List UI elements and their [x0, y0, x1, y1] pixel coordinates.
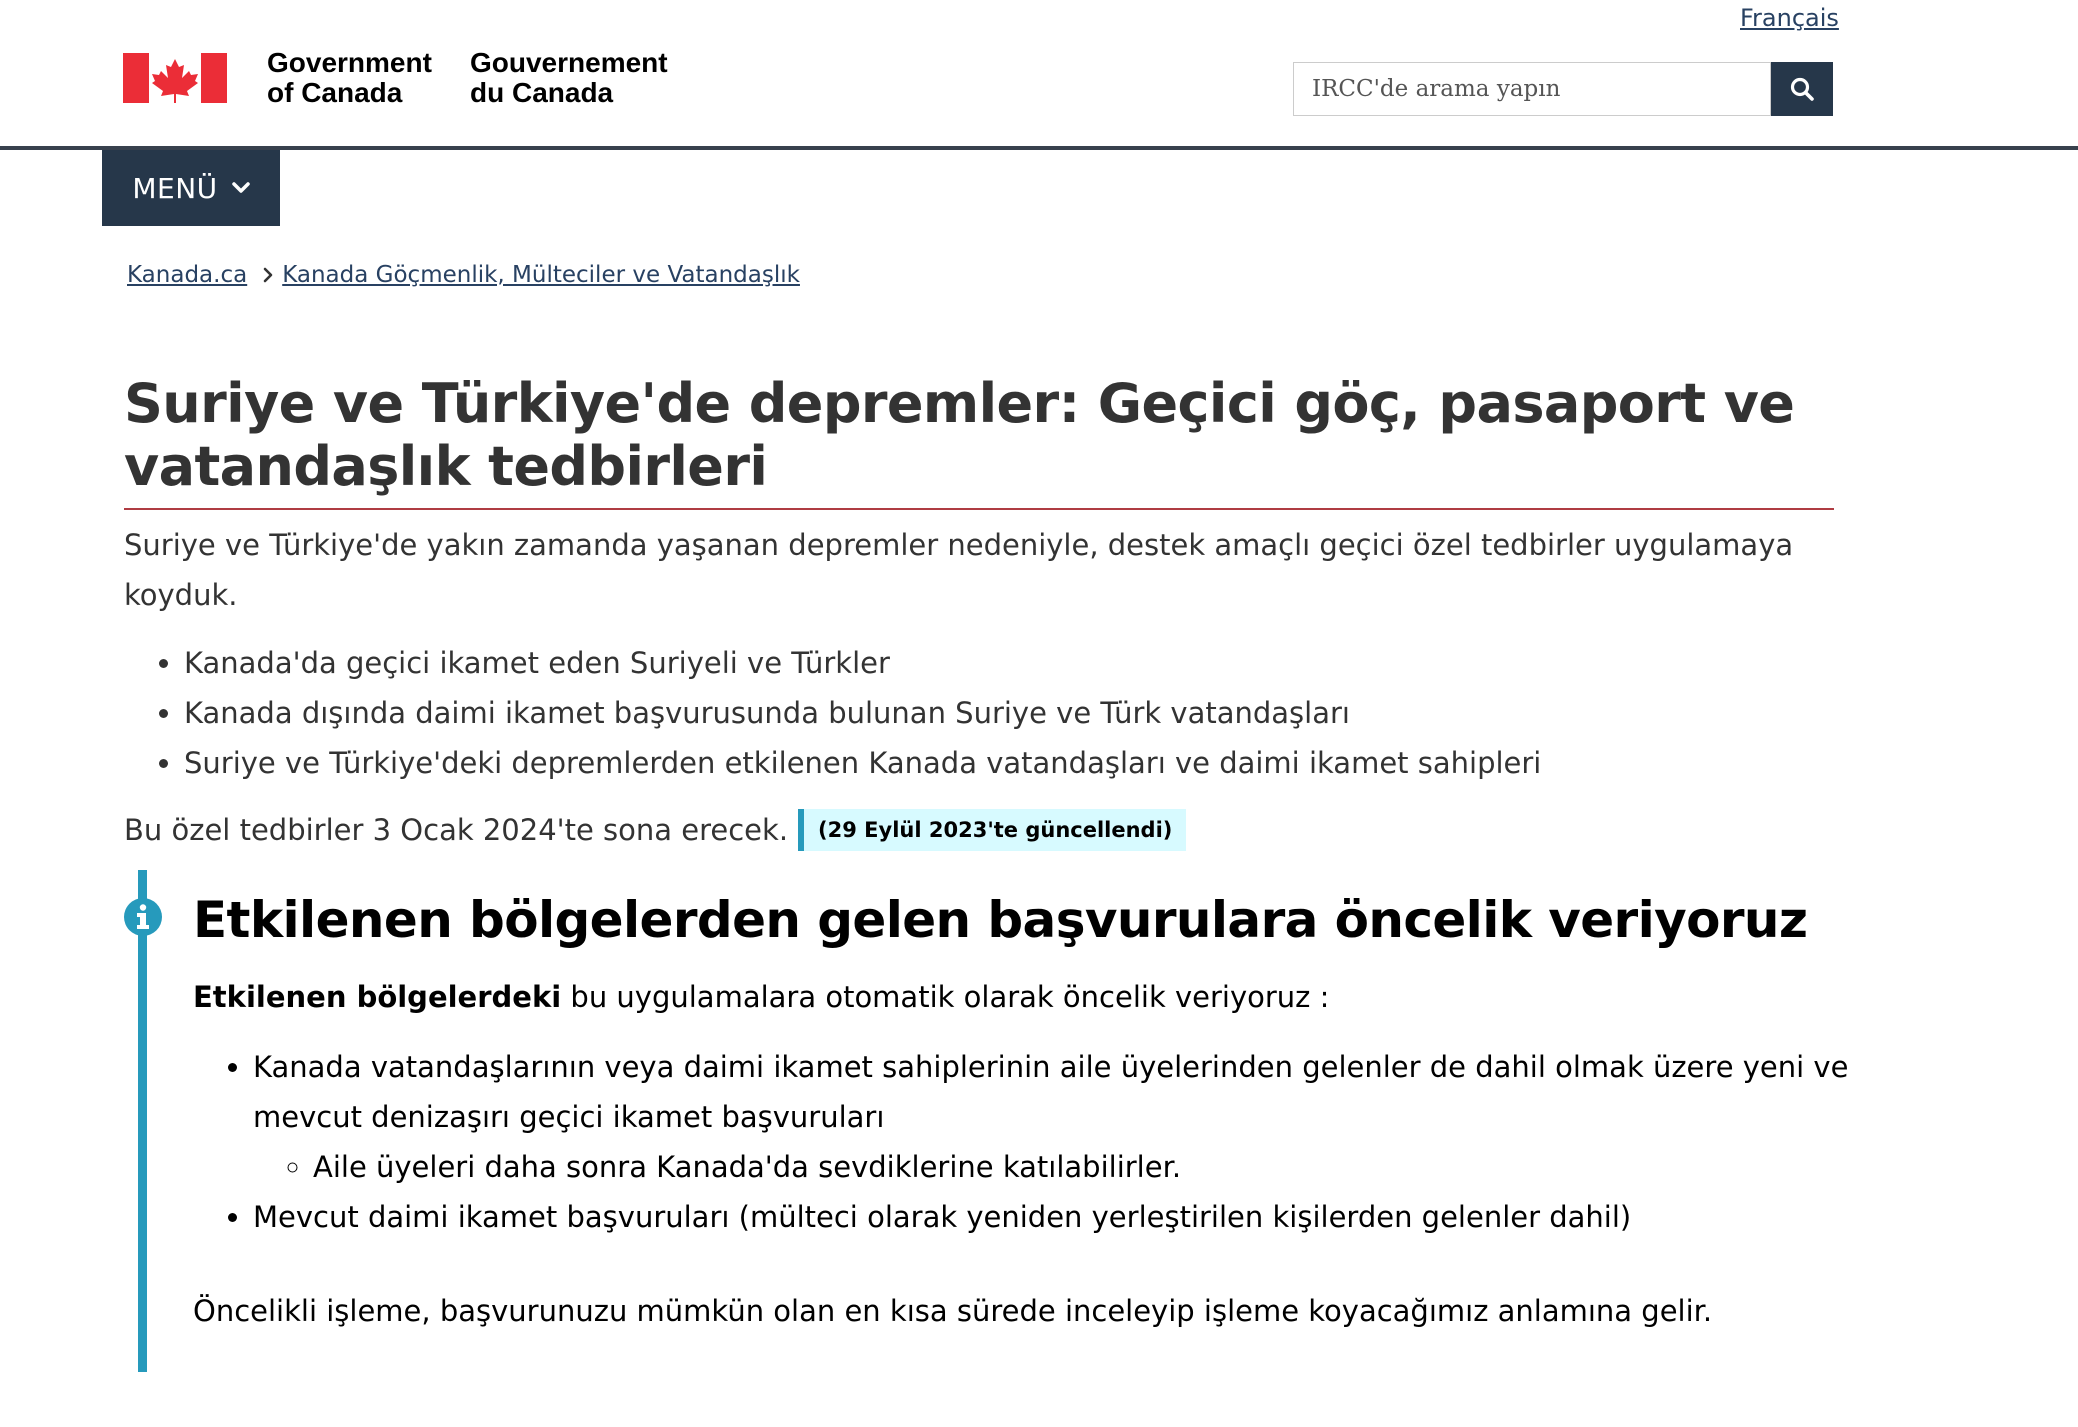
canada-flag-icon	[123, 53, 227, 103]
search-input[interactable]	[1293, 62, 1771, 116]
updated-badge: (29 Eylül 2023'te güncellendi)	[798, 809, 1186, 851]
info-icon	[124, 898, 162, 936]
signature-fr-line-1: Gouvernement	[470, 47, 668, 78]
end-date-notice	[124, 805, 1186, 855]
list-item: • Kanada'da geçici ikamet eden Suriyeli ve Türkler	[184, 638, 1541, 688]
site-search	[1293, 62, 1833, 116]
signature-en-line-1: Government	[267, 47, 432, 78]
alert-lead-paragraph	[193, 972, 1329, 1022]
list-item-text: Kanada vatandaşlarının veya daimi ikamet sahiplerinin aile üyelerinden gelenler de dahil olmak üzere yeni ve mevcut denizaşırı geçici ikamet başvuruları	[253, 1050, 1849, 1134]
search-button[interactable]	[1771, 62, 1833, 116]
menu-label: MENÜ	[132, 171, 218, 205]
alert-lead-text: bu uygulamalara otomatik olarak öncelik veriyoruz :	[561, 980, 1330, 1014]
info-alert-bar	[138, 870, 147, 1372]
alert-lead-bold: Etkilenen bölgelerdeki	[193, 980, 562, 1014]
language-toggle-link[interactable]: Français	[1740, 4, 1839, 32]
list-item: • Kanada dışında daimi ikamet başvurusunda bulunan Suriye ve Türk vatandaşları	[184, 688, 1541, 738]
breadcrumb	[127, 262, 800, 288]
list-item	[253, 1042, 1873, 1192]
list-item: • Suriye ve Türkiye'deki depremlerden etkilenen Kanada vatandaşları ve daimi ikamet sahipleri	[184, 738, 1541, 788]
signature-fr-line-2: du Canada	[470, 77, 614, 108]
signature-en-line-2: of Canada	[267, 77, 403, 108]
chevron-right-icon	[263, 267, 273, 283]
chevron-down-icon	[232, 182, 250, 194]
intro-paragraph: Suriye ve Türkiye'de yakın zamanda yaşanan depremler nedeniyle, destek amaçlı geçici özel tedbirler uygulamaya koyduk.	[124, 528, 1794, 612]
affected-groups-list	[124, 638, 1541, 788]
search-icon	[1789, 76, 1815, 102]
menu-button[interactable]	[102, 150, 280, 226]
alert-heading: Etkilenen bölgelerden gelen başvurulara öncelik veriyoruz	[193, 891, 1808, 949]
alert-footer-paragraph: Öncelikli işleme, başvurunuzu mümkün olan en kısa sürede inceleyip işleme koyacağımız anlamına gelir.	[193, 1294, 1713, 1328]
nested-list	[253, 1142, 1873, 1192]
title-divider	[124, 508, 1834, 510]
end-date-text: Bu özel tedbirler 3 Ocak 2024'te sona erecek.	[124, 813, 789, 847]
list-item: • Mevcut daimi ikamet başvuruları (mülteci olarak yeniden yerleştirilen kişilerden gelenler dahil)	[253, 1192, 1873, 1242]
header-divider	[0, 146, 2078, 150]
breadcrumb-link-canada[interactable]: Kanada.ca	[127, 262, 248, 288]
breadcrumb-link-ircc[interactable]: Kanada Göçmenlik, Mülteciler ve Vatandaşlık	[282, 262, 800, 288]
gouvernement-du-canada-signature[interactable]	[470, 48, 668, 108]
priority-applications-list	[193, 1042, 1873, 1242]
page-title: Suriye ve Türkiye'de depremler: Geçici göç, pasaport ve vatandaşlık tedbirleri	[124, 372, 1795, 498]
list-item: ◦ Aile üyeleri daha sonra Kanada'da sevdiklerine katılabilirler.	[313, 1142, 1873, 1192]
government-of-canada-signature[interactable]	[267, 48, 432, 108]
